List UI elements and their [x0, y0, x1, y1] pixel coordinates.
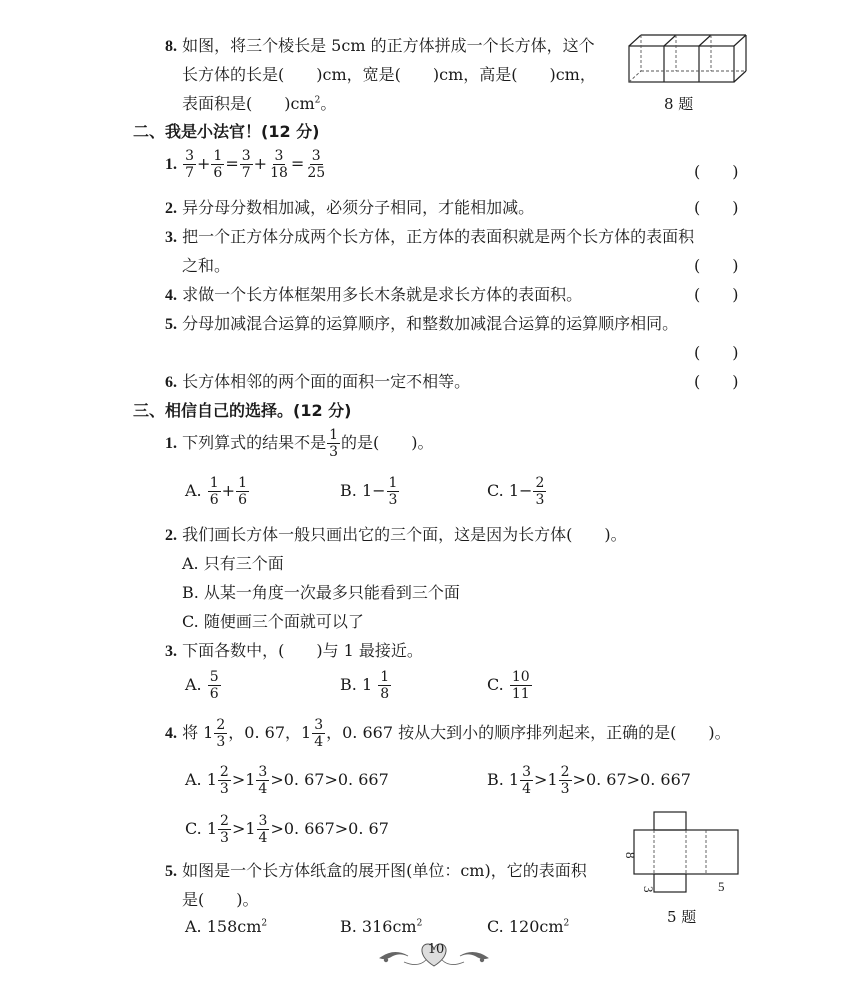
- s3-q5-option-b[interactable]: [340, 917, 422, 936]
- option-label: C.: [487, 481, 504, 500]
- denominator: 18: [270, 165, 288, 181]
- fraction: [305, 149, 327, 180]
- denominator: 4: [258, 830, 268, 846]
- three-cubes-figure: [625, 30, 750, 90]
- denominator: 6: [238, 492, 247, 508]
- denominator: 4: [314, 734, 324, 750]
- s3-q4-number: 4.: [165, 725, 177, 742]
- s2-q2-text: 异分母分数相加减，必须分子相同，才能相加减。: [182, 198, 535, 217]
- page-number: 10: [427, 942, 445, 957]
- option-text: C. 120cm: [487, 917, 564, 936]
- whole-number: 1: [361, 675, 373, 694]
- s2-q4-text: 求做一个长方体框架用多长木条就是求长方体的表面积。: [182, 285, 583, 304]
- s2-q1-number: 1.: [165, 156, 177, 173]
- comparison: >1: [231, 770, 256, 789]
- s3-q5-line2: 是( )。: [182, 890, 259, 909]
- s3-q4-text-mid: ，0. 67，1: [228, 723, 312, 742]
- q8-line3-text: 表面积是( )cm: [182, 94, 315, 113]
- s3-q1-option-a[interactable]: [185, 476, 250, 507]
- operator: −: [372, 481, 386, 500]
- fraction: [559, 765, 572, 796]
- s3-q2-number: 2.: [165, 527, 177, 544]
- box-net-figure: [618, 806, 748, 898]
- s3-q3-option-a[interactable]: [185, 670, 222, 701]
- answer-paren[interactable]: ( ): [694, 372, 739, 391]
- unit-sup: 2: [563, 918, 570, 929]
- s3-q2-option-c[interactable]: C. 随便画三个面就可以了: [182, 612, 364, 631]
- s3-q2-option-b[interactable]: B. 从某一角度一次最多只能看到三个面: [182, 583, 460, 602]
- whole-number: 1: [508, 481, 520, 500]
- option-text: A. 158cm: [185, 917, 262, 936]
- operator: +: [253, 154, 268, 173]
- q5-caption: 5 题: [667, 908, 697, 926]
- s3-q5-text: 如图是一个长方体纸盒的展开图(单位：cm)，它的表面积: [182, 861, 587, 880]
- s3-q2-text: 我们画长方体一般只画出它的三个面，这是因为长方体( )。: [182, 525, 627, 544]
- dim-label-5: 5: [718, 879, 725, 894]
- s3-q1-option-b[interactable]: [340, 476, 400, 507]
- numerator: 3: [314, 717, 324, 733]
- s3-q5-number: 5.: [165, 863, 177, 880]
- denominator: 3: [329, 444, 339, 460]
- comparison-tail: >0. 67>0. 667: [572, 770, 691, 789]
- dim-label-8: 8: [623, 852, 638, 859]
- option-label: A.: [185, 481, 202, 500]
- s3-q4: [165, 718, 731, 749]
- denominator: 7: [185, 165, 195, 181]
- s2-q3: [165, 224, 694, 247]
- q8-line3-sup: 2: [314, 95, 321, 106]
- denominator: 3: [535, 492, 545, 508]
- numerator: 3: [258, 813, 268, 829]
- s2-q2: [165, 195, 534, 218]
- numerator: 2: [216, 717, 226, 733]
- option-label: A. 1: [185, 770, 217, 789]
- s3-q4-option-a[interactable]: [185, 765, 389, 796]
- denominator: 6: [209, 492, 219, 508]
- denominator: 7: [241, 165, 251, 181]
- q8-line1: [165, 33, 595, 56]
- s3-q3-option-b[interactable]: [340, 670, 392, 701]
- q8-line2: 长方体的长是( )cm，宽是( )cm，高是( )cm，: [182, 65, 596, 84]
- s3-q3: [165, 638, 423, 661]
- denominator: 3: [220, 830, 229, 846]
- denominator: 3: [388, 492, 398, 508]
- s3-q4-text: 将 1: [182, 723, 214, 742]
- s3-q5-option-a[interactable]: [185, 917, 267, 936]
- numerator: 3: [241, 148, 251, 164]
- denominator: 3: [216, 734, 226, 750]
- q8-text-line1: 如图，将三个棱长是 5cm 的正方体拼成一个长方体，这个: [182, 36, 595, 55]
- s3-q1: [165, 428, 434, 459]
- fraction: [533, 476, 546, 507]
- numerator: 1: [213, 148, 223, 164]
- answer-paren[interactable]: ( ): [694, 256, 739, 275]
- s2-q4: [165, 282, 582, 305]
- fraction: [214, 718, 227, 749]
- numerator: 2: [560, 764, 570, 780]
- fraction: [312, 718, 325, 749]
- fraction: [256, 765, 269, 796]
- fraction: [520, 765, 533, 796]
- fraction: [327, 428, 340, 459]
- numerator: 1: [209, 475, 219, 491]
- q8-number: 8.: [165, 38, 177, 55]
- operator: +: [221, 481, 236, 500]
- denominator: 25: [307, 165, 326, 181]
- s2-q3-number: 3.: [165, 229, 177, 246]
- fraction: [218, 765, 231, 796]
- denominator: 11: [511, 686, 530, 702]
- denominator: 3: [560, 781, 570, 797]
- numerator: 3: [311, 148, 321, 164]
- s3-q3-number: 3.: [165, 643, 177, 660]
- s3-q4-option-b[interactable]: [487, 765, 691, 796]
- q8-line3: [182, 91, 336, 114]
- numerator: 3: [258, 764, 268, 780]
- answer-paren[interactable]: ( ): [694, 162, 739, 181]
- option-label: C.: [487, 675, 504, 694]
- answer-paren[interactable]: ( ): [694, 198, 739, 217]
- denominator: 4: [258, 781, 268, 797]
- numerator: 3: [522, 764, 532, 780]
- s2-q1: [165, 149, 328, 180]
- whole-number: 1: [361, 481, 373, 500]
- s2-q3-line2: 之和。: [182, 256, 231, 275]
- s3-q1-text-end: 的是( )。: [341, 433, 434, 452]
- fraction: [211, 149, 224, 180]
- dim-label-3: 3: [641, 886, 656, 893]
- s2-q5-text: 分母加减混合运算的运算顺序，和整数加减混合运算的运算顺序相同。: [182, 314, 679, 333]
- option-text: B. 316cm: [340, 917, 417, 936]
- numerator: 3: [185, 148, 195, 164]
- s3-q1-number: 1.: [165, 435, 177, 452]
- fraction: [387, 476, 400, 507]
- s2-q3-text: 把一个正方体分成两个长方体，正方体的表面积就是两个长方体的表面积: [182, 227, 695, 246]
- s3-q2-option-a[interactable]: A. 只有三个面: [182, 554, 284, 573]
- comparison-tail: >0. 67>0. 667: [270, 770, 389, 789]
- s3-q4-text-end: ，0. 667 按从大到小的顺序排列起来，正确的是( )。: [326, 723, 731, 742]
- numerator: 1: [388, 475, 398, 491]
- numerator: 2: [535, 475, 545, 491]
- s3-q5-option-c[interactable]: [487, 917, 569, 936]
- denominator: 3: [219, 781, 229, 797]
- denominator: 8: [380, 686, 390, 702]
- denominator: 6: [209, 686, 219, 702]
- equals: =: [225, 154, 239, 173]
- s3-q2: [165, 522, 627, 545]
- s2-q6-number: 6.: [165, 374, 177, 391]
- answer-paren[interactable]: ( ): [694, 343, 739, 362]
- numerator: 2: [220, 813, 229, 829]
- option-label: A.: [185, 675, 202, 694]
- numerator: 10: [511, 669, 530, 685]
- fraction: [183, 149, 196, 180]
- fraction: [218, 814, 231, 845]
- s2-q2-number: 2.: [165, 200, 177, 217]
- comparison: >1: [231, 819, 256, 838]
- comparison: >1: [534, 770, 558, 789]
- option-label: B.: [340, 481, 357, 500]
- s3-q5: [165, 858, 587, 881]
- s3-q1-text: 下列算式的结果不是: [182, 433, 327, 452]
- option-label: C. 1: [185, 819, 218, 838]
- q8-caption: 8 题: [664, 95, 694, 113]
- comparison-tail: >0. 667>0. 67: [270, 819, 389, 838]
- section3-title: 三、相信自己的选择。(12 分): [133, 401, 352, 420]
- operator: +: [197, 154, 211, 173]
- numerator: 1: [329, 427, 339, 443]
- fraction: [208, 670, 221, 701]
- operator: −: [519, 481, 533, 500]
- unit-sup: 2: [416, 918, 423, 929]
- denominator: 6: [213, 165, 223, 181]
- answer-paren[interactable]: ( ): [694, 285, 739, 304]
- unit-sup: 2: [261, 918, 268, 929]
- numerator: 5: [209, 669, 219, 685]
- section2-title: 二、我是小法官！(12 分): [133, 122, 320, 141]
- s3-q3-text: 下面各数中，( )与 1 最接近。: [182, 641, 423, 660]
- numerator: 2: [219, 764, 229, 780]
- fraction: [236, 476, 249, 507]
- numerator: 1: [380, 669, 390, 685]
- denominator: 4: [522, 781, 532, 797]
- option-label: B.: [340, 675, 357, 694]
- fraction: [257, 814, 270, 845]
- numerator: 3: [274, 148, 284, 164]
- s3-q4-option-c[interactable]: [185, 814, 389, 845]
- fraction: [510, 670, 532, 701]
- s3-q3-option-c[interactable]: [487, 670, 533, 701]
- s2-q5: [165, 311, 678, 334]
- s2-q4-number: 4.: [165, 287, 177, 304]
- s2-q6: [165, 369, 470, 392]
- numerator: 1: [238, 475, 247, 491]
- fraction: [378, 670, 391, 701]
- option-label: B. 1: [487, 770, 520, 789]
- s2-q5-number: 5.: [165, 316, 177, 333]
- s3-q1-option-c[interactable]: [487, 476, 547, 507]
- s2-q6-text: 长方体相邻的两个面的面积一定不相等。: [182, 372, 471, 391]
- equals: =: [290, 154, 305, 173]
- fraction: [268, 149, 290, 180]
- fraction: [208, 476, 221, 507]
- q8-line3-end: 。: [320, 94, 337, 113]
- fraction: [240, 149, 253, 180]
